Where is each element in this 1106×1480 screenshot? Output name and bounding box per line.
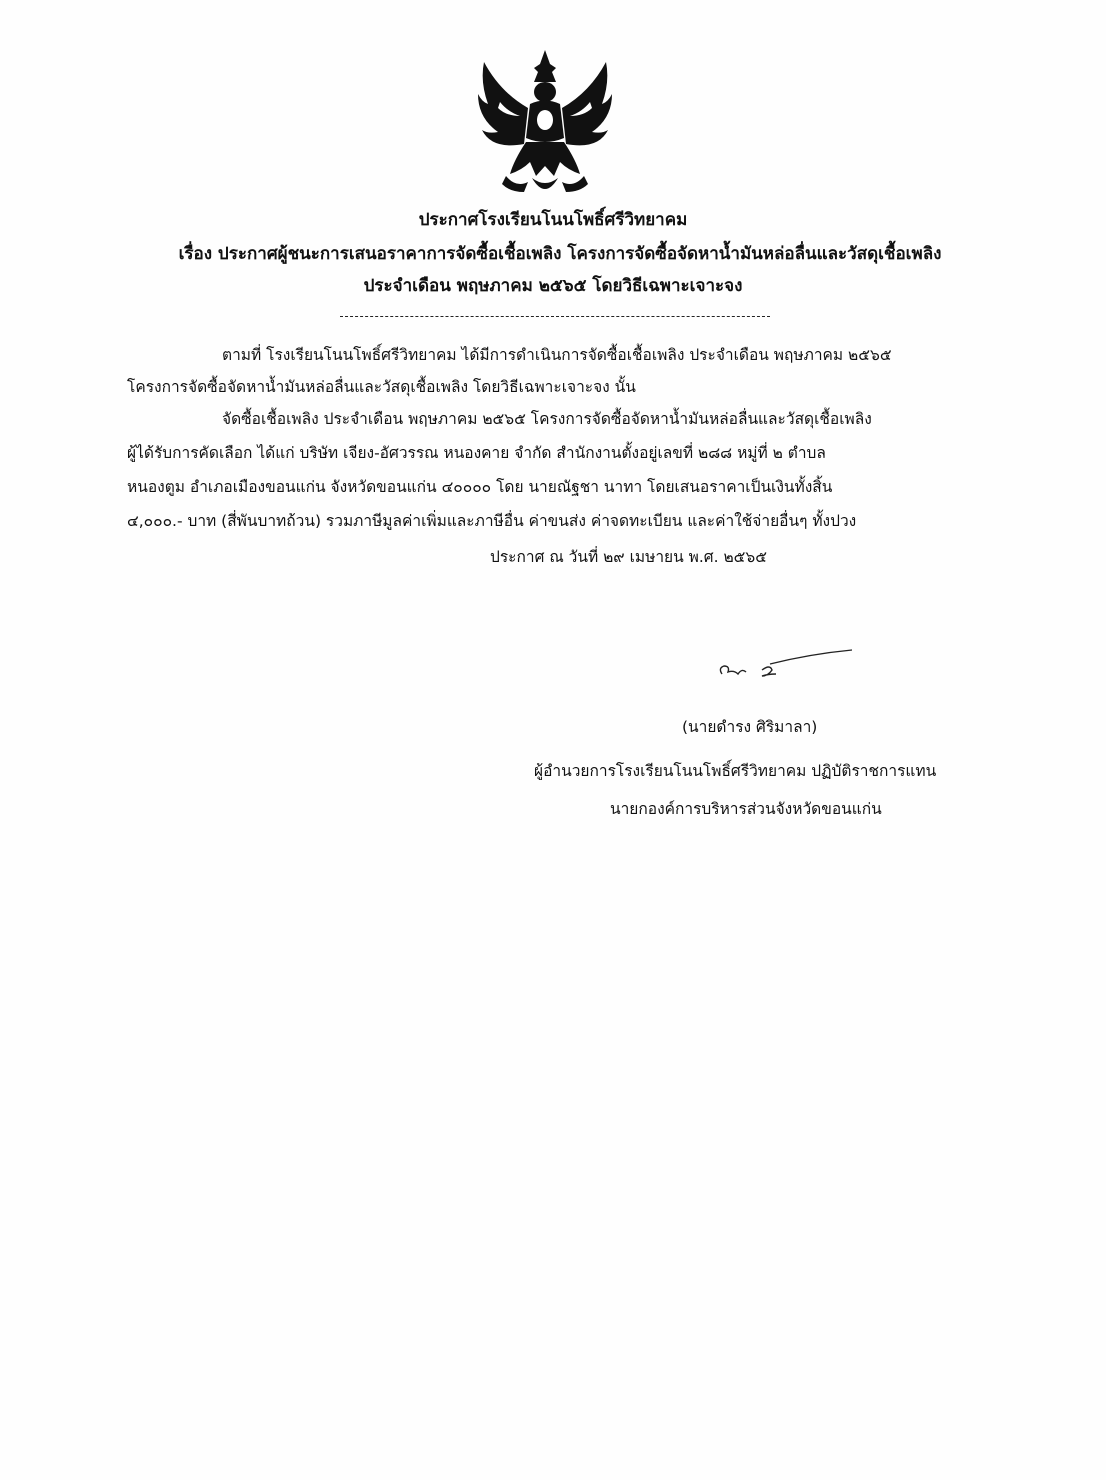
garuda-emblem-icon	[470, 42, 620, 202]
handwritten-signature	[710, 640, 860, 690]
signatory-position-2: นายกองค์การบริหารส่วนจังหวัดขอนแก่น	[610, 800, 882, 818]
announcement-subject-cont: ประจำเดือน พฤษภาคม ๒๕๖๕ โดยวิธีเฉพาะเจาะจง	[363, 276, 743, 296]
paragraph-1-line-2: โครงการจัดซื้อจัดหาน้ำมันหล่อลื่นและวัสดุเชื้อเพลิง โดยวิธีเฉพาะเจาะจง นั้น	[127, 378, 636, 396]
paragraph-2-line-2: ผู้ได้รับการคัดเลือก ได้แก่ บริษัท เจียง-อัศวรรณ หนองคาย จำกัด สำนักงานตั้งอยู่เลขที่ ๒๘๘ หมู่ที่ ๒ ตำบล	[127, 444, 826, 462]
signatory-position-1: ผู้อำนวยการโรงเรียนโนนโพธิ์ศรีวิทยาคม ปฏิบัติราชการแทน	[534, 762, 937, 780]
signatory-name: (นายดำรง ศิริมาลา)	[682, 718, 818, 736]
paragraph-2-line-3: หนองตูม อำเภอเมืองขอนแก่น จังหวัดขอนแก่น ๔๐๐๐๐ โดย นายณัฐชา นาทา โดยเสนอราคาเป็นเงินทั้งสิ้น	[127, 478, 833, 496]
announcement-title: ประกาศโรงเรียนโนนโพธิ์ศรีวิทยาคม	[418, 210, 688, 230]
announcement-date: ประกาศ ณ วันที่ ๒๙ เมษายน พ.ศ. ๒๕๖๕	[490, 548, 767, 566]
divider-line	[340, 316, 770, 317]
paragraph-2-line-1: จัดซื้อเชื้อเพลิง ประจำเดือน พฤษภาคม ๒๕๖๕ โครงการจัดซื้อจัดหาน้ำมันหล่อลื่นและวัสดุเชื้อเพลิง	[222, 410, 872, 428]
announcement-subject: เรื่อง ประกาศผู้ชนะการเสนอราคาการจัดซื้อเชื้อเพลิง โครงการจัดซื้อจัดหาน้ำมันหล่อลื่นและวัสดุเชื้อเพลิง	[178, 244, 942, 264]
paragraph-2-line-4: ๔,๐๐๐.- บาท (สี่พันบาทถ้วน) รวมภาษีมูลค่าเพิ่มและภาษีอื่น ค่าขนส่ง ค่าจดทะเบียน และค่าใช้จ่ายอื่นๆ ทั้งปวง	[127, 512, 857, 530]
paragraph-1-line-1: ตามที่ โรงเรียนโนนโพธิ์ศรีวิทยาคม ได้มีการดำเนินการจัดซื้อเชื้อเพลิง ประจำเดือน พฤษภาคม ๒๕๖๕	[222, 346, 892, 364]
